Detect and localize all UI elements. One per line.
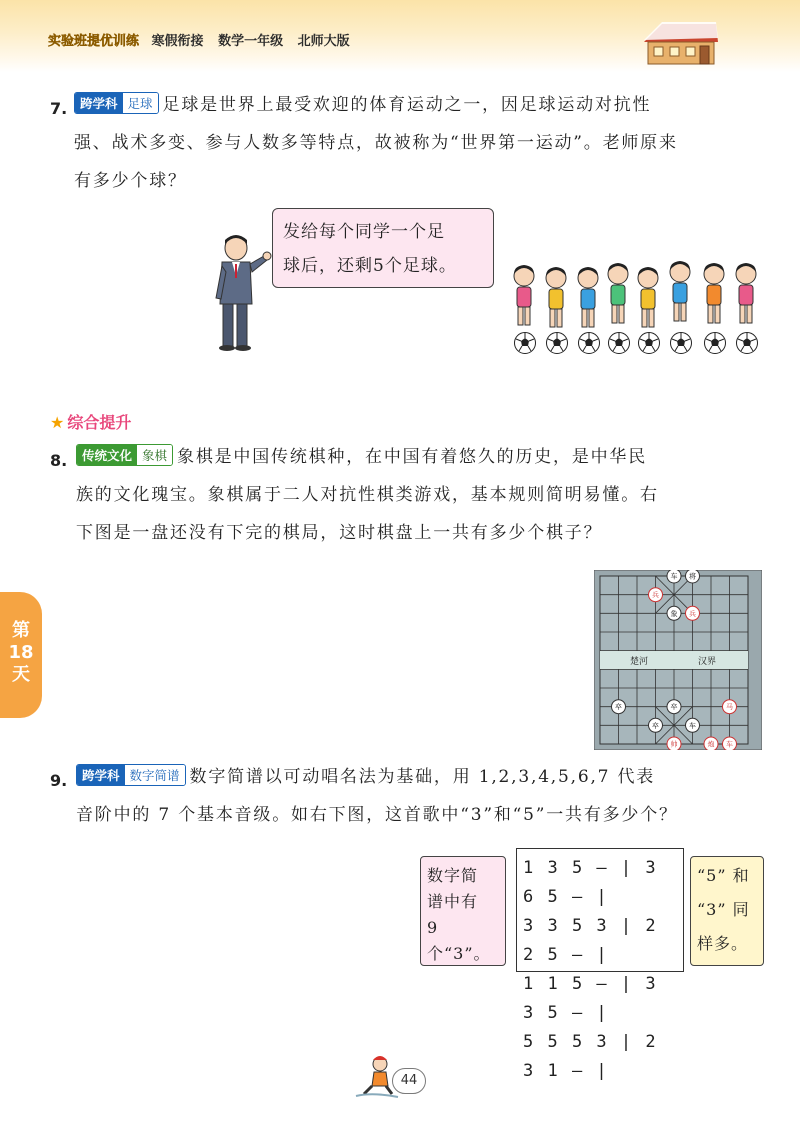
numbered-musical-score — [516, 848, 684, 1081]
right-note-line: “3” 同 — [697, 900, 750, 919]
bubble-line1: 发给每个同学一个足 — [283, 222, 445, 242]
header-edition: 北师大版 — [297, 34, 350, 49]
q9-line2: 音阶中的 7 个基本音级。如右下图，这首歌中“3”和“5”一共有多少个？ — [76, 805, 678, 825]
q7-text — [74, 86, 774, 200]
section-title-text: 综合提升 — [67, 413, 132, 432]
q8-number: 8. — [50, 451, 68, 470]
river-right-label: 汉界 — [698, 657, 717, 667]
chess-piece — [667, 570, 681, 583]
q8-tag-main: 传统文化 — [77, 445, 137, 465]
bubble-line2: 球后，还剩5个足球。 — [283, 256, 457, 276]
chess-piece — [686, 570, 700, 583]
day-tab-number: 18 — [8, 642, 34, 663]
svg-text:车: 车 — [670, 572, 678, 581]
svg-text:卒: 卒 — [652, 721, 659, 730]
score-row: 3 3 5 3 | 2 2 5 – | — [523, 916, 658, 965]
header-subtitle: 寒假衔接 — [151, 34, 204, 49]
svg-text:马: 马 — [726, 703, 733, 712]
svg-text:帅: 帅 — [670, 740, 678, 749]
svg-text:兵: 兵 — [689, 609, 696, 618]
q7-tag — [74, 92, 159, 114]
q7-line1: 足球是世界上最受欢迎的体育运动之一，因足球运动对抗性 — [162, 95, 652, 115]
series-brand: 实验班提优训练 — [48, 34, 140, 49]
river-left-label: 楚河 — [630, 657, 649, 667]
chess-piece — [649, 718, 663, 732]
q7-tag-main: 跨学科 — [75, 93, 123, 113]
teacher-speech-bubble — [272, 208, 494, 288]
header-subject: 数学一年级 — [218, 34, 284, 49]
right-speech-note — [690, 856, 764, 966]
chess-piece — [612, 700, 626, 714]
q7-line3: 有多少个球？ — [74, 171, 187, 191]
chess-piece — [723, 700, 737, 714]
day-side-tab — [0, 592, 42, 718]
page-number: 44 — [392, 1068, 426, 1094]
chess-piece — [667, 700, 681, 714]
q8-tag-sub: 象棋 — [137, 445, 172, 465]
q9-tag-sub: 数字简谱 — [125, 765, 185, 785]
q8-line1: 象棋是中国传统棋种，在中国有着悠久的历史，是中华民 — [177, 447, 648, 467]
chess-piece — [667, 737, 681, 750]
score-row: 5 5 5 3 | 2 3 1 – | — [523, 1032, 658, 1081]
children-with-soccer-balls — [508, 252, 768, 356]
snow-house-icon — [640, 16, 720, 66]
q8-line2: 族的文化瑰宝。象棋属于二人对抗性棋类游戏，基本规则简明易懂。右 — [76, 485, 659, 505]
chess-piece — [704, 737, 718, 750]
q7-tag-sub: 足球 — [123, 93, 158, 113]
teacher-illustration — [212, 232, 272, 354]
day-tab-line3: 天 — [12, 664, 30, 685]
svg-text:兵: 兵 — [652, 591, 659, 600]
page-header — [0, 0, 800, 72]
q9-number: 9. — [50, 771, 68, 790]
q8-tag — [76, 444, 173, 466]
chess-board — [594, 570, 762, 750]
svg-text:车: 车 — [689, 721, 696, 730]
star-icon: ★ — [50, 413, 65, 432]
svg-text:车: 车 — [726, 740, 733, 749]
q9-tag — [76, 764, 186, 786]
chess-piece — [723, 737, 737, 750]
day-tab-line1: 第 — [12, 620, 30, 641]
left-speech-note — [420, 856, 506, 966]
q8-text — [76, 438, 776, 552]
left-note-line: 9个“3”。 — [427, 918, 491, 963]
q9-line1: 数字简谱以可动唱名法为基础，用 1,2,3,4,5,6,7 代表 — [189, 767, 656, 787]
left-note-line: 谱中有 — [427, 892, 479, 911]
section-title — [50, 410, 131, 433]
svg-text:卒: 卒 — [670, 703, 678, 712]
svg-text:象: 象 — [670, 609, 678, 618]
svg-text:炮: 炮 — [707, 740, 715, 749]
chess-piece — [667, 606, 681, 620]
q7-line2: 强、战术多变、参与人数多等特点，故被称为“世界第一运动”。老师原来 — [74, 133, 678, 153]
right-note-line: “5” 和 — [697, 866, 750, 885]
q8-line3: 下图是一盘还没有下完的棋局，这时棋盘上一共有多少个棋子？ — [76, 523, 603, 543]
right-note-line: 样多。 — [697, 934, 749, 953]
q9-text — [76, 758, 776, 834]
chess-piece — [686, 718, 700, 732]
score-row: 1 1 5 – | 3 3 5 – | — [523, 974, 658, 1023]
chess-piece — [686, 606, 700, 620]
q7-number: 7. — [50, 99, 68, 118]
left-note-line: 数字简 — [427, 866, 479, 885]
svg-text:卒: 卒 — [615, 703, 622, 712]
chess-piece — [649, 588, 663, 602]
q9-tag-main: 跨学科 — [77, 765, 125, 785]
header-text — [48, 30, 360, 49]
score-row: 1 3 5 – | 3 6 5 – | — [523, 858, 658, 907]
svg-text:将: 将 — [689, 572, 696, 581]
